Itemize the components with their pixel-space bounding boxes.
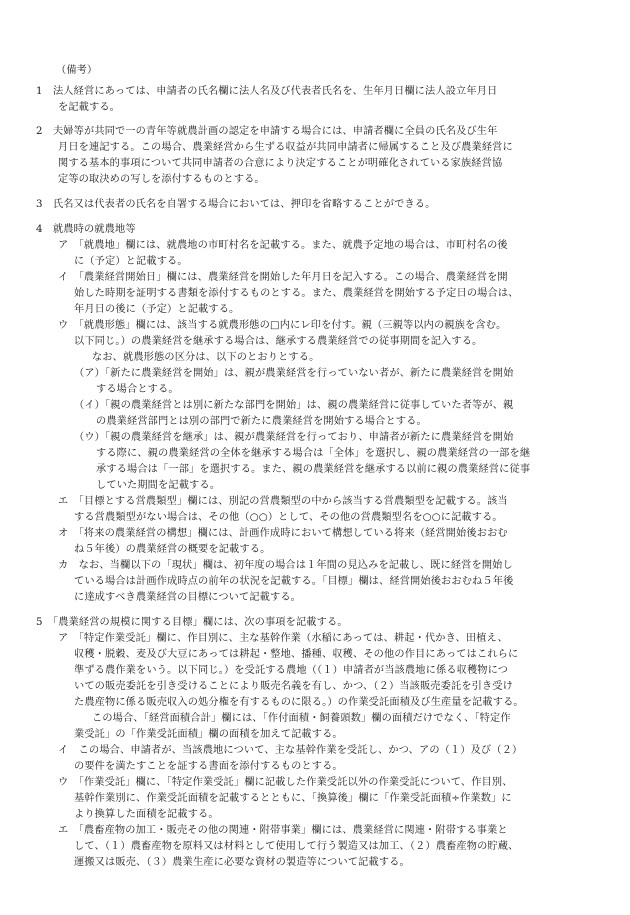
- note-line: ている場合は計画作成時点の前年の状況を記載する。「目標」欄は、経営開始後おおむね５年後: [74, 576, 514, 587]
- note-line: より換算した面積を記載する。: [74, 809, 219, 820]
- note-line: ア 「就農地」欄には、就農地の市町村名を記載する。また、就農予定地の場合は、市町村名の後: [58, 240, 508, 251]
- note-line: ウ 「作業受託」欄に、「特定作業受託」欄に記載した作業受託以外の作業受託について、作目別、: [58, 777, 513, 788]
- note-line: エ 「農畜産物の加工・販売その他の関連・附帯事業」欄には、農業経営に関連・附帯する事業と: [58, 825, 508, 836]
- note-line: 3 氏名又は代表者の氏名を自署する場合においては、押印を省略することができる。: [36, 199, 436, 210]
- note-line: 運搬又は販売、（３）農業生産に必要な資材の製造等について記載する。: [74, 857, 410, 868]
- note-line: ウ 「就農形態」欄には、該当する就農形態の□内にレ印を付す。親（三親等以内の親族を含む。: [58, 320, 507, 331]
- note-line: なお、就農形態の区分は、以下のとおりとする。: [92, 352, 320, 363]
- note-line: の要件を満たすことを証する書面を添付するものとする。: [74, 761, 343, 772]
- note-line: 業受託」の「作業受託面積」欄の面積を加えて記載する。: [74, 729, 343, 740]
- note-line: オ 「将来の農業経営の構想」欄には、計画作成時において構想している将来（経営開始後おおむ: [58, 528, 508, 539]
- note-line: 関する基本的事項について共同申請者の合意により決定することが明確化されている家族経営協: [58, 158, 503, 169]
- note-line: 承する場合は「一部」を選択する。また、親の農業経営を継承する以前に親の農業経営に従事: [96, 464, 531, 475]
- note-line: に達成すべき農業経営の目標について記載する。: [74, 592, 302, 603]
- note-line: 月日を連記する。この場合、農業経営から生ずる収益が共同申請者に帰属すること及び農業経営に: [58, 142, 513, 153]
- note-line: （イ）「親の農業経営とは別に新たな部門を開始」は、親の農業経営に従事していた者等が、親: [74, 400, 514, 411]
- note-line: する場合とする。: [96, 384, 179, 395]
- note-line: の農業経営部門とは別の部門で新たに農業経営を開始する場合とする。: [96, 416, 427, 427]
- note-line: エ 「目標とする営農類型」欄には、別記の営農類型の中から該当する営農類型を記載する。該当: [58, 496, 508, 507]
- note-line: いての販売委託を引き受けることにより販売名義を有し、かつ、（２）当該販売委託を引き受け: [74, 681, 513, 692]
- note-line: を記載する。: [58, 102, 121, 113]
- note-line: （ア）「新たに農業経営を開始」は、親が農業経営を行っていない者が、新たに農業経営を開始: [74, 368, 514, 379]
- notes-heading: （備考）: [56, 65, 98, 76]
- note-line: 定等の取決めの写しを添付するものとする。: [58, 174, 265, 185]
- note-line: 1 法人経営にあっては、申請者の氏名欄に法人名及び代表者氏名を、生年月日欄に法人設立年月日: [36, 86, 498, 97]
- note-line: 準ずる農作業をいう。以下同じ。）を受託する農地（（１）申請者が当該農地に係る収穫物につ: [74, 665, 509, 676]
- note-line: に（予定）と記載する。: [74, 256, 188, 267]
- note-line: 2 夫婦等が共同で一の青年等就農計画の認定を申請する場合には、申請者欄に全員の氏名及び生年: [36, 126, 498, 137]
- note-line: する際に、親の農業経営の全体を継承する場合は「全体」を選択し、親の農業経営の一部を継: [96, 448, 531, 459]
- note-line: イ 「農業経営開始日」欄には、農業経営を開始した年月日を記入する。この場合、農業経営を開: [58, 272, 508, 283]
- note-line: 年月日の後に（予定）と記載する。: [74, 304, 240, 315]
- note-line: た農産物に係る販売収入の処分権を有するものに限る。）の作業受託面積及び生産量を記載する。: [74, 697, 524, 708]
- note-line: 5 「農業経営の規模に関する目標」欄には、次の事項を記載する。: [36, 617, 348, 628]
- note-line: して、（１）農畜産物を原料又は材料として使用して行う製造又は加工、（２）農畜産物の貯蔵、: [74, 841, 519, 852]
- note-line: この場合、「経営面積合計」欄には、「作付面積・飼養頭数」欄の面積だけでなく、「特定作: [92, 713, 511, 724]
- note-line: する営農類型がない場合は、その他（○○）として、その他の営農類型名を○○に記載する。: [74, 512, 503, 523]
- note-line: 以下同じ。）の農業経営を継承する場合は、継承する農業経営での従事期間を記入する。: [74, 336, 483, 347]
- note-line: 始した時期を証明する書類を添付するものとする。また、農業経営を開始する予定日の場合は、: [74, 288, 519, 299]
- note-line: 4 就農時の就農地等: [36, 224, 136, 235]
- note-line: イ この場合、申請者が、当該農地について、主な基幹作業を受託し、かつ、アの（１）及び（２）: [58, 745, 523, 756]
- note-line: ア 「特定作業受託」欄に、作目別に、主な基幹作業（水稲にあっては、耕起・代かき、田植え、: [58, 633, 508, 644]
- note-line: していた期間を記載する。: [96, 480, 221, 491]
- note-line: ね５年後）の農業経営の概要を記載する。: [74, 544, 271, 555]
- note-line: カ なお、当欄以下の「現状」欄は、初年度の場合は１年間の見込みを記載し、既に経営を開始し: [58, 560, 513, 571]
- note-line: 基幹作業別に、作業受託面積を記載するとともに、「換算後」欄に「作業受託面積÷作業数」に: [74, 793, 512, 804]
- note-line: 収穫・脱穀、麦及び大豆にあっては耕起・整地、播種、収穫、その他の作目にあってはこれらに: [74, 649, 519, 660]
- note-line: （ウ）「親の農業経営を継承」は、親が農業経営を行っており、申請者が新たに農業経営を開始: [74, 432, 514, 443]
